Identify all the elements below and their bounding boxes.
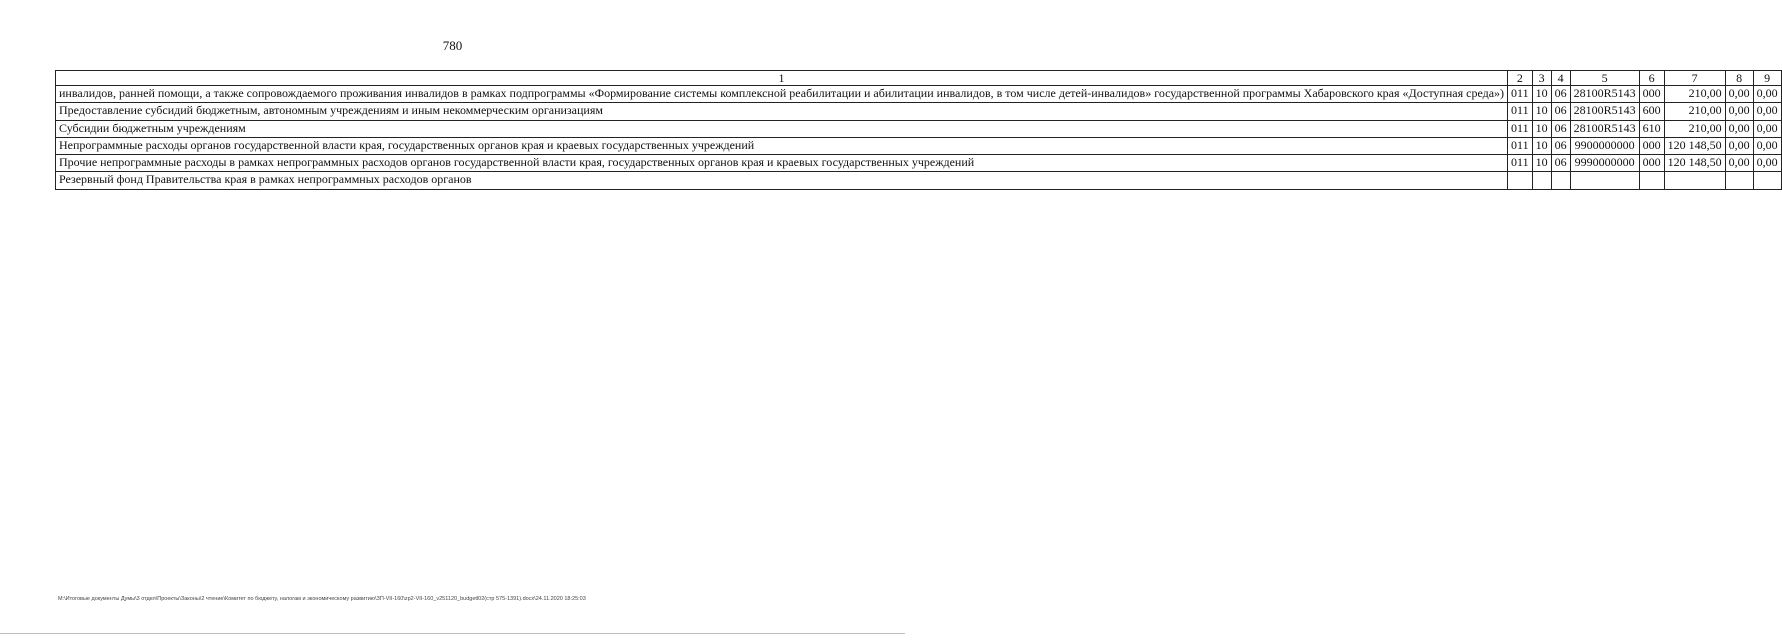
row-name: Предоставление субсидий бюджетным, автономным учреждениям и иным некоммерческим организациям bbox=[56, 103, 1508, 120]
row-ministry-code: 011 bbox=[1508, 137, 1533, 154]
row-subsection-code: 06 bbox=[1551, 103, 1570, 120]
row-ministry-code: 011 bbox=[1508, 120, 1533, 137]
row-target-article: 28100R5143 bbox=[1570, 86, 1639, 103]
row-ministry-code: 011 bbox=[1508, 103, 1533, 120]
header-col-7: 7 bbox=[1664, 71, 1725, 86]
row-target-article bbox=[1570, 172, 1639, 189]
row-subsection-code: 06 bbox=[1551, 120, 1570, 137]
row-amount-col7: 120 148,50 bbox=[1664, 137, 1725, 154]
row-section-code: 10 bbox=[1532, 103, 1551, 120]
row-amount-col7: 210,00 bbox=[1664, 103, 1725, 120]
header-row bbox=[56, 71, 1782, 86]
row-target-article: 9900000000 bbox=[1570, 137, 1639, 154]
header-col-5: 5 bbox=[1570, 71, 1639, 86]
row-amount-col9: 0,00 bbox=[1753, 120, 1781, 137]
row-section-code: 10 bbox=[1532, 137, 1551, 154]
row-target-article: 9990000000 bbox=[1570, 155, 1639, 172]
row-amount-col8: 0,00 bbox=[1725, 120, 1753, 137]
row-amount-col9 bbox=[1753, 172, 1781, 189]
row-subsection-code: 06 bbox=[1551, 137, 1570, 154]
row-subsection-code bbox=[1551, 172, 1570, 189]
table-row bbox=[56, 155, 1782, 172]
row-amount-col8: 0,00 bbox=[1725, 103, 1753, 120]
row-expense-type: 000 bbox=[1639, 155, 1664, 172]
row-amount-col9: 0,00 bbox=[1753, 137, 1781, 154]
header-col-2: 2 bbox=[1508, 71, 1533, 86]
row-section-code bbox=[1532, 172, 1551, 189]
header-col-4: 4 bbox=[1551, 71, 1570, 86]
row-amount-col9: 0,00 bbox=[1753, 103, 1781, 120]
header-col-3: 3 bbox=[1532, 71, 1551, 86]
row-amount-col7: 210,00 bbox=[1664, 86, 1725, 103]
row-section-code: 10 bbox=[1532, 86, 1551, 103]
row-name: Резервный фонд Правительства края в рамках непрограммных расходов органов bbox=[56, 172, 1508, 189]
row-name: Непрограммные расходы органов государственной власти края, государственных органов края и краевых государственных учреждений bbox=[56, 137, 1508, 154]
page-number: 780 bbox=[442, 38, 463, 53]
row-amount-col8: 0,00 bbox=[1725, 155, 1753, 172]
table-row bbox=[56, 137, 1782, 154]
row-ministry-code: 011 bbox=[1508, 86, 1533, 103]
row-subsection-code: 06 bbox=[1551, 155, 1570, 172]
table-row bbox=[56, 172, 1782, 189]
row-amount-col9: 0,00 bbox=[1753, 86, 1781, 103]
row-expense-type: 000 bbox=[1639, 137, 1664, 154]
row-amount-col7 bbox=[1664, 172, 1725, 189]
row-expense-type: 610 bbox=[1639, 120, 1664, 137]
row-amount-col8 bbox=[1725, 172, 1753, 189]
row-section-code: 10 bbox=[1532, 155, 1551, 172]
row-target-article: 28100R5143 bbox=[1570, 120, 1639, 137]
row-amount-col8: 0,00 bbox=[1725, 86, 1753, 103]
row-ministry-code bbox=[1508, 172, 1533, 189]
header-col-9: 9 bbox=[1753, 71, 1781, 86]
row-expense-type bbox=[1639, 172, 1664, 189]
row-expense-type: 600 bbox=[1639, 103, 1664, 120]
header-col-1: 1 bbox=[56, 71, 1508, 86]
row-amount-col7: 120 148,50 bbox=[1664, 155, 1725, 172]
row-subsection-code: 06 bbox=[1551, 86, 1570, 103]
footer-file-path: M:\Итоговые документы Думы\3 отдел\Проекты\Законы\2 чтение\Комитет по бюджету, налогам и экономическому развитию\ЗП-VII-160\zp2-VII-160_v251120_budgetl02(стр 575-1391).docx\24.11.2020 18:25:03 bbox=[58, 596, 586, 602]
row-amount-col8: 0,00 bbox=[1725, 137, 1753, 154]
budget-table bbox=[55, 70, 1782, 190]
page-bottom-rule bbox=[0, 633, 905, 634]
row-ministry-code: 011 bbox=[1508, 155, 1533, 172]
table-row bbox=[56, 86, 1782, 103]
row-name: инвалидов, ранней помощи, а также сопровождаемого проживания инвалидов в рамках подпрограммы «Формирование системы комплексной реабилитации и абилитации инвалидов, в том числе детей-инвалидов» государственной программы Хабаровского края «Доступная среда») bbox=[56, 86, 1508, 103]
row-name: Субсидии бюджетным учреждениям bbox=[56, 120, 1508, 137]
table-row bbox=[56, 120, 1782, 137]
header-col-6: 6 bbox=[1639, 71, 1664, 86]
header-col-8: 8 bbox=[1725, 71, 1753, 86]
row-name: Прочие непрограммные расходы в рамках непрограммных расходов органов государственной власти края, государственных органов края и краевых государственных учреждений bbox=[56, 155, 1508, 172]
table-row bbox=[56, 103, 1782, 120]
row-amount-col9: 0,00 bbox=[1753, 155, 1781, 172]
row-target-article: 28100R5143 bbox=[1570, 103, 1639, 120]
row-expense-type: 000 bbox=[1639, 86, 1664, 103]
row-amount-col7: 210,00 bbox=[1664, 120, 1725, 137]
row-section-code: 10 bbox=[1532, 120, 1551, 137]
